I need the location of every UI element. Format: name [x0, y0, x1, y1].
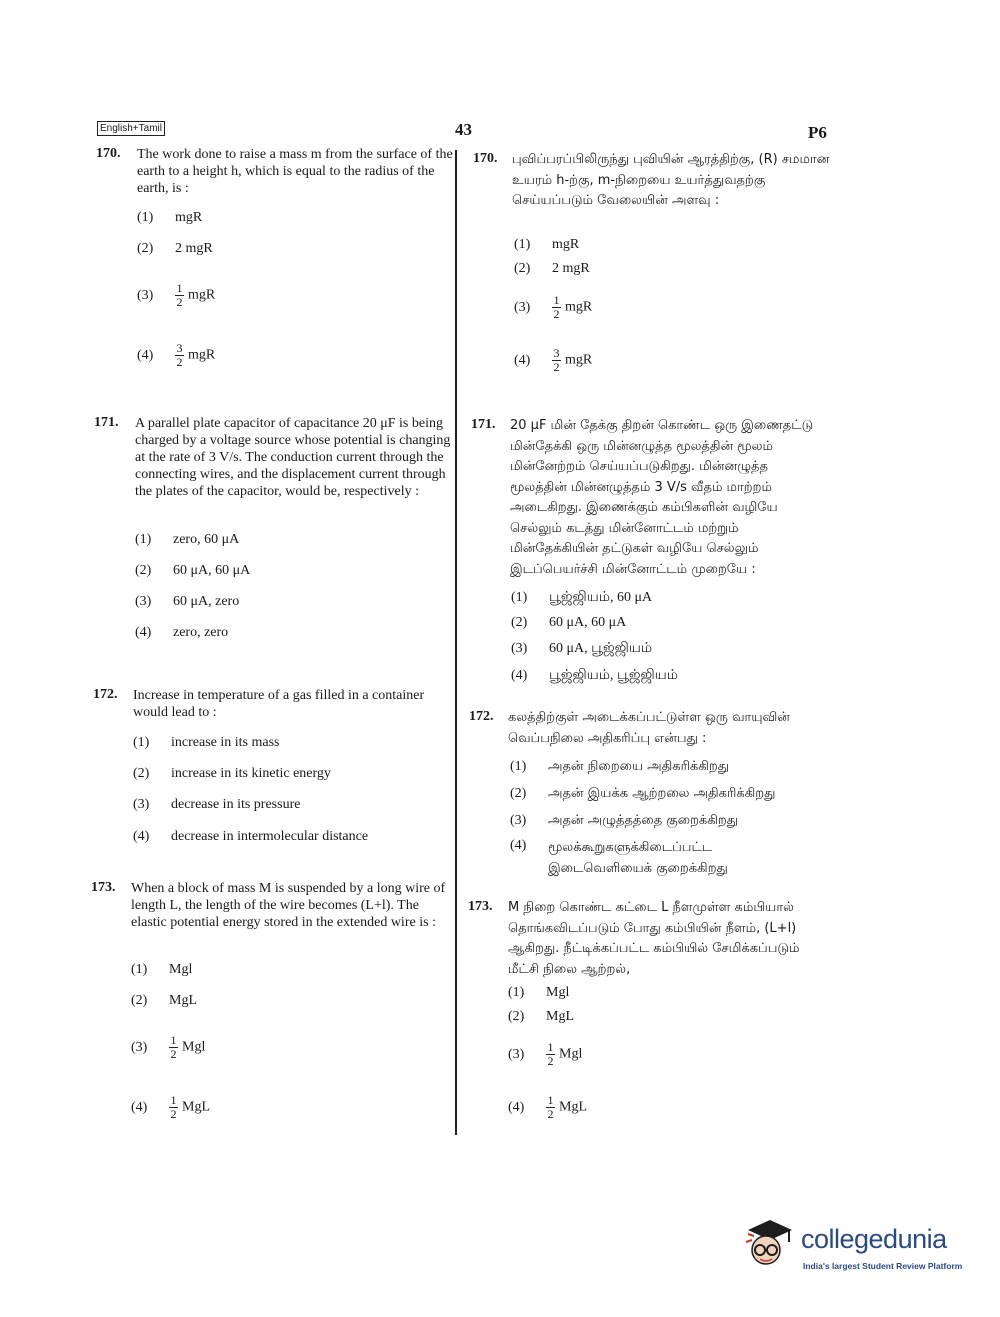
- question-text-173-en: When a block of mass M is suspended by a long wire of length L, the length of the wire becomes (L+l). The elastic potential energy stored in the extended wire is :: [131, 881, 446, 930]
- language-badge: English+Tamil: [97, 121, 165, 136]
- fraction-half: $\frac{1}{2}$: [553, 293, 560, 321]
- question-number-171-ta: 171.: [471, 417, 496, 432]
- question-number-173-ta: 173.: [468, 899, 493, 914]
- brand-tagline: India's largest Student Review Platform: [803, 1261, 963, 1271]
- option-173-1-ta: (1) Mgl: [508, 985, 570, 1000]
- option-172-4-ta: (4) மூலக்கூறுகளுக்கிடைப்பட்ட இடைவெளியைக் குறைக்கிறது: [510, 838, 728, 876]
- option-173-3-en: (3) $\frac{1}{2}$ Mgl: [131, 1033, 206, 1061]
- option-170-2-en: (2) 2 mgR: [137, 241, 213, 256]
- question-number-171-en: 171.: [94, 415, 119, 430]
- option-173-2-ta: (2) MgL: [508, 1009, 574, 1024]
- brand-name: collegedunia: [801, 1224, 947, 1254]
- option-171-2-ta: (2) 60 μA, 60 μA: [511, 615, 627, 630]
- question-text-172-ta: கலத்திற்குள் அடைக்கப்பட்டுள்ள ஒரு வாயுவின் வெப்பநிலை அதிகரிப்பு என்பது :: [508, 710, 790, 746]
- fraction-three-halves: $\frac{3}{2}$: [176, 341, 183, 369]
- option-171-3-en: (3) 60 μA, zero: [135, 594, 240, 609]
- option-173-2-en: (2) MgL: [131, 993, 197, 1008]
- option-171-1-ta: (1) பூஜ்ஜியம், 60 μA: [511, 590, 653, 605]
- option-170-4-ta: (4) $\frac{3}{2}$ mgR: [514, 346, 593, 374]
- option-173-4-ta: (4) $\frac{1}{2}$ MgL: [508, 1093, 587, 1121]
- fraction-three-halves: $\frac{3}{2}$: [553, 346, 560, 374]
- option-172-4-en: (4) decrease in intermolecular distance: [133, 829, 369, 844]
- option-172-2-en: (2) increase in its kinetic energy: [133, 766, 331, 781]
- option-172-3-en: (3) decrease in its pressure: [133, 797, 301, 812]
- option-171-4-ta: (4) பூஜ்ஜியம், பூஜ்ஜியம்: [511, 668, 679, 683]
- fraction-half: $\frac{1}{2}$: [170, 1093, 177, 1121]
- option-173-3-ta: (3) $\frac{1}{2}$ Mgl: [508, 1040, 583, 1068]
- option-170-3-en: (3) $\frac{1}{2}$ mgR: [137, 281, 216, 309]
- question-text-171-en: A parallel plate capacitor of capacitance 20 μF is being charged by a voltage source whose potential is changing at the rate of 3 V/s. The conduction current through the connecting wires, and the displacement current through the plates of the capacitor, would be, respectively :: [135, 416, 451, 499]
- option-172-1-en: (1) increase in its mass: [133, 735, 280, 750]
- question-number-172-ta: 172.: [469, 709, 494, 724]
- option-171-1-en: (1) zero, 60 μA: [135, 532, 240, 547]
- option-171-4-en: (4) zero, zero: [135, 625, 229, 640]
- question-number-170-en: 170.: [96, 146, 121, 161]
- question-text-171-ta: 20 μF மின் தேக்கு திறன் கொண்ட ஒரு இணைதட்டு மின்தேக்கி ஒரு மின்னழுத்த மூலத்தின் மூலம் மின்னேற்றம் செய்யப்படுகிறது. மின்னழுத்த மூலத்தின் மின்னழுத்தம் 3 V/s வீதம் மாற்றம் அடைகிறது. இணைக்கும் கம்பிகளின் வழியே செல்லும் கடத்து மின்னோட்டம் மற்றும் மின்தேக்கியின் தட்டுகள் வழியே செல்லும் இடப்பெயர்ச்சி மின்னோட்டம் முறையே :: [510, 418, 814, 577]
- option-170-3-ta: (3) $\frac{1}{2}$ mgR: [514, 293, 593, 321]
- question-number-173-en: 173.: [91, 880, 116, 895]
- question-text-170-en: The work done to raise a mass m from the surface of the earth to a height h, which is equal to the radius of the earth, is :: [137, 147, 453, 196]
- fraction-half: $\frac{1}{2}$: [547, 1093, 554, 1121]
- option-172-1-ta: (1) அதன் நிறையை அதிகரிக்கிறது: [510, 759, 730, 774]
- fraction-half: $\frac{1}{2}$: [176, 281, 183, 309]
- question-number-170-ta: 170.: [473, 151, 498, 166]
- option-172-2-ta: (2) அதன் இயக்க ஆற்றலை அதிகரிக்கிறது: [510, 786, 776, 801]
- option-170-2-ta: (2) 2 mgR: [514, 261, 590, 276]
- question-number-172-en: 172.: [93, 687, 118, 702]
- page-number: 43: [455, 120, 472, 139]
- fraction-half: $\frac{1}{2}$: [170, 1033, 177, 1061]
- option-170-4-en: (4) $\frac{3}{2}$ mgR: [137, 341, 216, 369]
- option-172-3-ta: (3) அதன் அழுத்தத்தை குறைக்கிறது: [510, 813, 739, 828]
- option-170-1-ta: (1) mgR: [514, 237, 580, 252]
- option-170-1-en: (1) mgR: [137, 210, 203, 225]
- question-text-173-ta: M நிறை கொண்ட கட்டை L நீளமுள்ள கம்பியால் தொங்கவிடப்படும் போது கம்பியின் நீளம், (L+l) ஆகிறது. நீட்டிக்கப்பட்ட கம்பியில் சேமிக்கப்படும் மீட்சி நிலை ஆற்றல்,: [508, 900, 800, 977]
- paper-code: P6: [808, 123, 827, 142]
- question-text-172-en: Increase in temperature of a gas filled in a container would lead to :: [133, 688, 425, 720]
- option-171-3-ta: (3) 60 μA, பூஜ்ஜியம்: [511, 641, 653, 656]
- option-171-2-en: (2) 60 μA, 60 μA: [135, 563, 251, 578]
- fraction-half: $\frac{1}{2}$: [547, 1040, 554, 1068]
- option-173-1-en: (1) Mgl: [131, 962, 193, 977]
- option-173-4-en: (4) $\frac{1}{2}$ MgL: [131, 1093, 210, 1121]
- column-divider: [455, 150, 457, 1135]
- question-text-170-ta: புவிப்பரப்பிலிருந்து புவியின் ஆரத்திற்கு, (R) சமமான உயரம் h-ற்கு, m-நிறையை உயர்த்துவதற்கு செய்யப்படும் வேலையின் அளவு :: [512, 152, 830, 208]
- graduate-mascot-icon: [740, 1212, 800, 1282]
